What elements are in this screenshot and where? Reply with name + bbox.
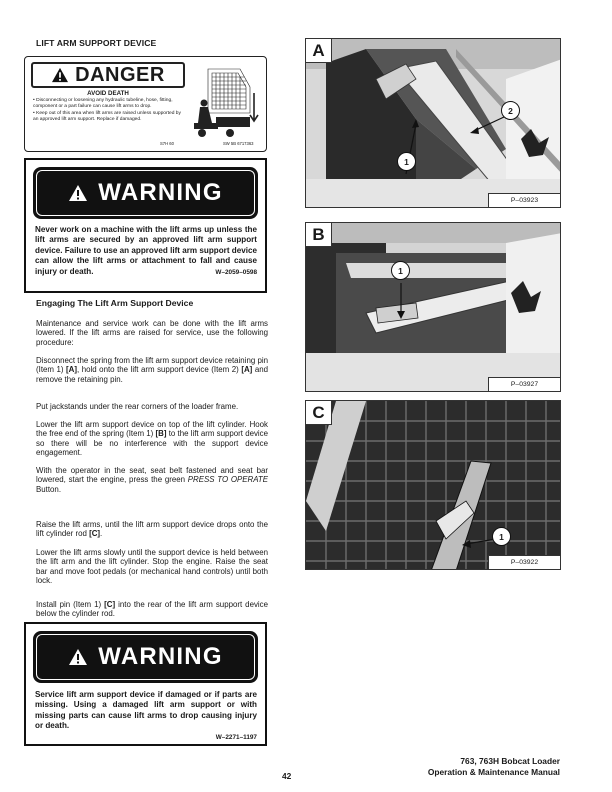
warning-text [35, 225, 257, 278]
text-run: , hold onto the lift arm support device (Item 2) [77, 365, 242, 375]
danger-code-left: S7H 60 [160, 141, 174, 146]
warning-triangle-icon [68, 184, 88, 202]
warning-heading: WARNING [98, 643, 223, 670]
figure-a-code: P–03923 [488, 193, 560, 207]
paragraph [36, 600, 268, 619]
warning-banner [33, 167, 258, 219]
figure-c [305, 400, 561, 570]
button-name: PRESS TO OPERATE [187, 475, 268, 485]
text-run: to the lift arm support device so there will be no interference with the support device engagement. [36, 429, 269, 457]
text-run: into the rear of the lift arm support device below the cylinder rod. [36, 600, 268, 619]
paragraph [36, 356, 268, 384]
section-title: LIFT ARM SUPPORT DEVICE [36, 38, 157, 48]
paragraph [36, 466, 268, 494]
text-run: Raise the lift arms, until the lift arm support device drops onto the lift cylinder rod [36, 520, 268, 539]
manual-name: Operation & Maintenance Manual [427, 766, 560, 777]
text-run: . [100, 529, 103, 539]
warning-message: Never work on a machine with the lift arms up unless the lift arms are secured by an approved lift arm support device. Failure to use an approved lift arm support device can allow the lift arms or attachment to fall and cause injury or death. [35, 225, 257, 276]
figure-b [305, 222, 561, 392]
figure-c-letter: C [306, 401, 332, 425]
warning-triangle-icon [68, 648, 88, 666]
warning-box-1 [24, 158, 267, 293]
figure-c-code: P–03922 [488, 555, 560, 569]
text-run: Button. [36, 484, 62, 494]
danger-code-right: SW 5B 6717363 [223, 141, 254, 146]
warning-text [35, 690, 257, 743]
callout-1: 1 [391, 261, 410, 280]
paragraph: Lower the lift arms slowly until the support device is held between the lift arm and the lift cylinder. Stop the engine. Raise the seat bar and move foot pedals (or mechanical hand controls) until both lock. [36, 548, 268, 585]
danger-bullet: • Disconnecting or loosening any hydraulic tubeline, hose, fitting, component or a part failure can cause lift arms to drop. [33, 98, 173, 109]
danger-heading-box [31, 62, 185, 88]
model-name: 763, 763H Bobcat Loader [460, 756, 560, 766]
danger-subheading: AVOID DEATH [87, 90, 129, 97]
warning-code: W–2271–1197 [215, 733, 257, 741]
figure-ref: [A] [241, 365, 253, 375]
text-run: Install pin (Item 1) [36, 600, 105, 609]
callout-1: 1 [492, 527, 511, 546]
text-run: and remove the retaining pin. [36, 365, 268, 384]
warning-box-2 [24, 622, 267, 746]
danger-heading: DANGER [75, 63, 165, 86]
figure-b-photo [306, 223, 561, 392]
figure-ref: [B] [155, 429, 167, 439]
warning-banner [33, 631, 258, 683]
figure-ref: [C] [89, 529, 101, 539]
figure-b-letter: B [306, 223, 332, 247]
warning-message: Service lift arm support device if damaged or if parts are missing. Using a damaged lift arm support or with missing parts can cause lift arms to drop causing injury or death. [35, 690, 257, 731]
figure-a [305, 38, 561, 208]
danger-bullets [33, 98, 185, 124]
paragraph [36, 420, 268, 457]
paragraph: Put jackstands under the rear corners of the loader frame. [36, 402, 239, 411]
figure-a-letter: A [306, 39, 332, 63]
text-run: Disconnect the spring from the lift arm support device retaining pin (Item 1) [36, 356, 268, 375]
figure-a-photo [306, 39, 561, 208]
procedure-heading: Engaging The Lift Arm Support Device [36, 298, 194, 308]
warning-heading: WARNING [98, 179, 223, 206]
figure-b-code: P–03927 [488, 377, 560, 391]
text-run: Lower the lift arm support device on top of the lift cylinder. Hook the free end of the spring (Item 1) [36, 420, 268, 439]
crushed-operator-illustration [190, 63, 262, 141]
callout-1: 1 [397, 152, 416, 171]
text-run: With the operator in the seat, seat belt fastened and seat bar lowered, start the engine, press the green [36, 466, 268, 485]
warning-code: W–2059–0598 [215, 268, 257, 276]
danger-bullet: • Keep out of this area when lift arms are raised unless supported by an approved lift arm support. Replace if damaged. [33, 111, 181, 122]
page-number: 42 [282, 771, 292, 781]
figure-ref: [C] [104, 600, 116, 609]
paragraph: Maintenance and service work can be done with the lift arms lowered. If the lift arms are raised for service, use the following procedure: [36, 319, 268, 347]
manual-title [428, 756, 560, 777]
paragraph [36, 520, 268, 539]
figure-c-photo [306, 401, 561, 570]
alert-triangle-icon [51, 67, 69, 83]
figure-ref: [A] [66, 365, 78, 375]
danger-decal [24, 56, 267, 152]
callout-2: 2 [501, 101, 520, 120]
